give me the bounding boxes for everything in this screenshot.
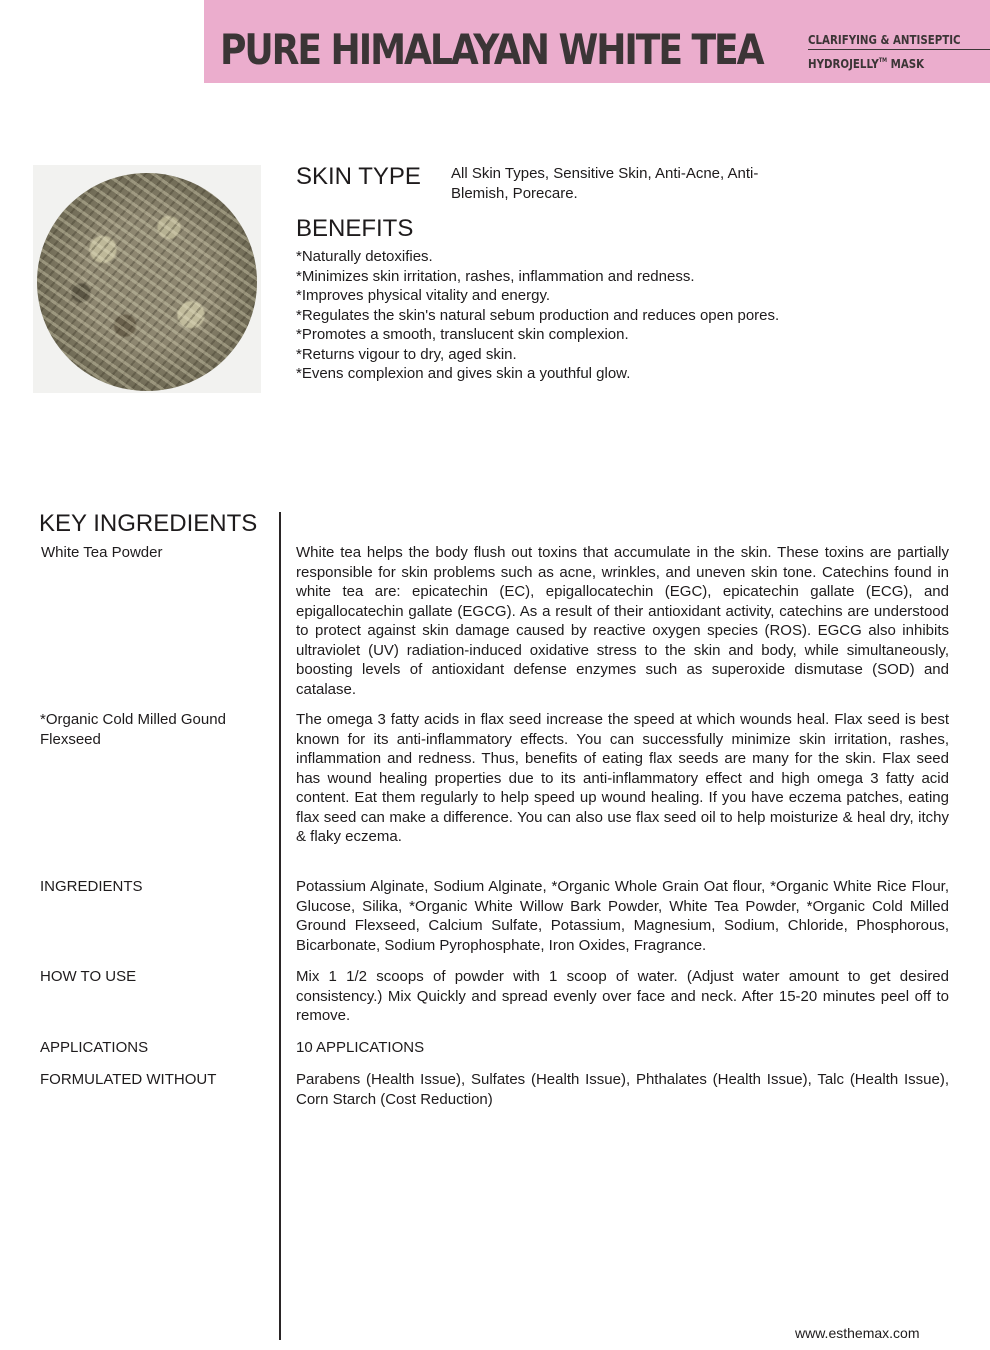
subtitle-line-1: CLARIFYING & ANTISEPTIC: [808, 32, 961, 47]
product-subtitle: [808, 31, 990, 70]
formulated-without-text: Parabens (Health Issue), Sulfates (Health Issue), Phthalates (Health Issue), Talc (Health Issue), Corn Starch (Cost Reduction): [296, 1071, 949, 1108]
benefit-item: *Naturally detoxifies.: [296, 248, 433, 265]
subtitle-product-type: HYDROJELLY: [808, 56, 879, 71]
benefit-item: *Regulates the skin's natural sebum production and reduces open pores.: [296, 306, 780, 324]
benefits-list: [296, 247, 779, 384]
ingredient-description: The omega 3 fatty acids in flax seed increase the speed at which wounds heal. Flax seed is best known for its anti-inflammatory effects. You can successfully minimize skin irritation, rashes, inflammation and redness. Thus, benefits of eating flax seeds are many for the skin. Flax seed has wound healing properties due to its anti-inflammatory effect and high omega 3 fatty acid content. Eat them regularly to help speed up wound healing. If you have eczema patches, eating flax seed can make a difference. You can also use flax seed oil to help moisturize & heal dry, itchy & flaky eczema.: [296, 711, 949, 845]
formulated-without-label: FORMULATED WITHOUT: [40, 1071, 217, 1088]
website-link[interactable]: www.esthemax.com: [795, 1325, 920, 1341]
ingredient-label: White Tea Powder: [41, 544, 163, 561]
column-divider: [279, 512, 281, 1340]
skin-type-value: All Skin Types, Sensitive Skin, Anti-Acne, Anti-Blemish, Porecare.: [451, 165, 759, 202]
product-title: PURE HIMALAYAN WHITE TEA: [220, 25, 763, 74]
benefit-item: *Returns vigour to dry, aged skin.: [296, 345, 517, 363]
how-to-use-text: Mix 1 1/2 scoops of powder with 1 scoop of water. (Adjust water amount to get desired consistency.) Mix Quickly and spread evenly over face and neck. After 15-20 minutes peel off to remove.: [296, 968, 949, 1024]
ingredients-text: Potassium Alginate, Sodium Alginate, *Organic Whole Grain Oat flour, *Organic White Rice Flour, Glucose, Silika, *Organic White Willow Bark Powder, White Tea Powder, *Organic Cold Milled Ground Flexseed, Calcium Sulfate, Potassium, Magnesium, Sodium, Chloride, Phosphorous, Bicarbonate, Sodium Pyrophosphate, Iron Oxides, Fragrance.: [296, 878, 949, 954]
ingredients-label: INGREDIENTS: [40, 878, 143, 895]
trademark-mark: TM: [878, 57, 888, 64]
skin-type-heading: SKIN TYPE: [296, 163, 421, 190]
how-to-use-label: HOW TO USE: [40, 968, 137, 985]
header-banner: [204, 0, 990, 83]
key-ingredients-heading: KEY INGREDIENTS: [39, 510, 258, 537]
applications-text: 10 APPLICATIONS: [296, 1039, 425, 1056]
benefit-item: *Evens complexion and gives skin a youthful glow.: [296, 365, 631, 382]
benefit-item: *Promotes a smooth, translucent skin complexion.: [296, 326, 629, 343]
tea-leaves-image: [33, 165, 261, 393]
benefit-item: *Minimizes skin irritation, rashes, inflammation and redness.: [296, 267, 695, 285]
subtitle-divider: [808, 49, 990, 50]
tea-leaves-photo-icon: [37, 173, 257, 391]
benefit-item: *Improves physical vitality and energy.: [296, 287, 551, 304]
ingredient-description: White tea helps the body flush out toxins that accumulate in the skin. These toxins are partially responsible for skin problems such as acne, wrinkles, and uneven skin tone. Catechins found in white tea are: epicatechin (EC), epigallocatechin (EGC), epicatechin gallate (ECG), and epigallocatechin gallate (EGCG). As a result of their antioxidant activity, catechins are understood to protect against skin damage caused by reactive oxygen species (ROS). EGCG also inhibits ultraviolet (UV) radiation-induced oxidative stress to the skin and body, while simultaneously, boosting levels of antioxidant defense enzymes such as superoxide dismutase (SOD) and catalase.: [296, 544, 949, 698]
subtitle-line-2: [808, 52, 957, 70]
subtitle-suffix: MASK: [887, 56, 925, 71]
benefits-heading: BENEFITS: [296, 215, 414, 242]
applications-label: APPLICATIONS: [40, 1039, 149, 1056]
ingredient-label: *Organic Cold Milled Gound Flexseed: [40, 711, 226, 748]
